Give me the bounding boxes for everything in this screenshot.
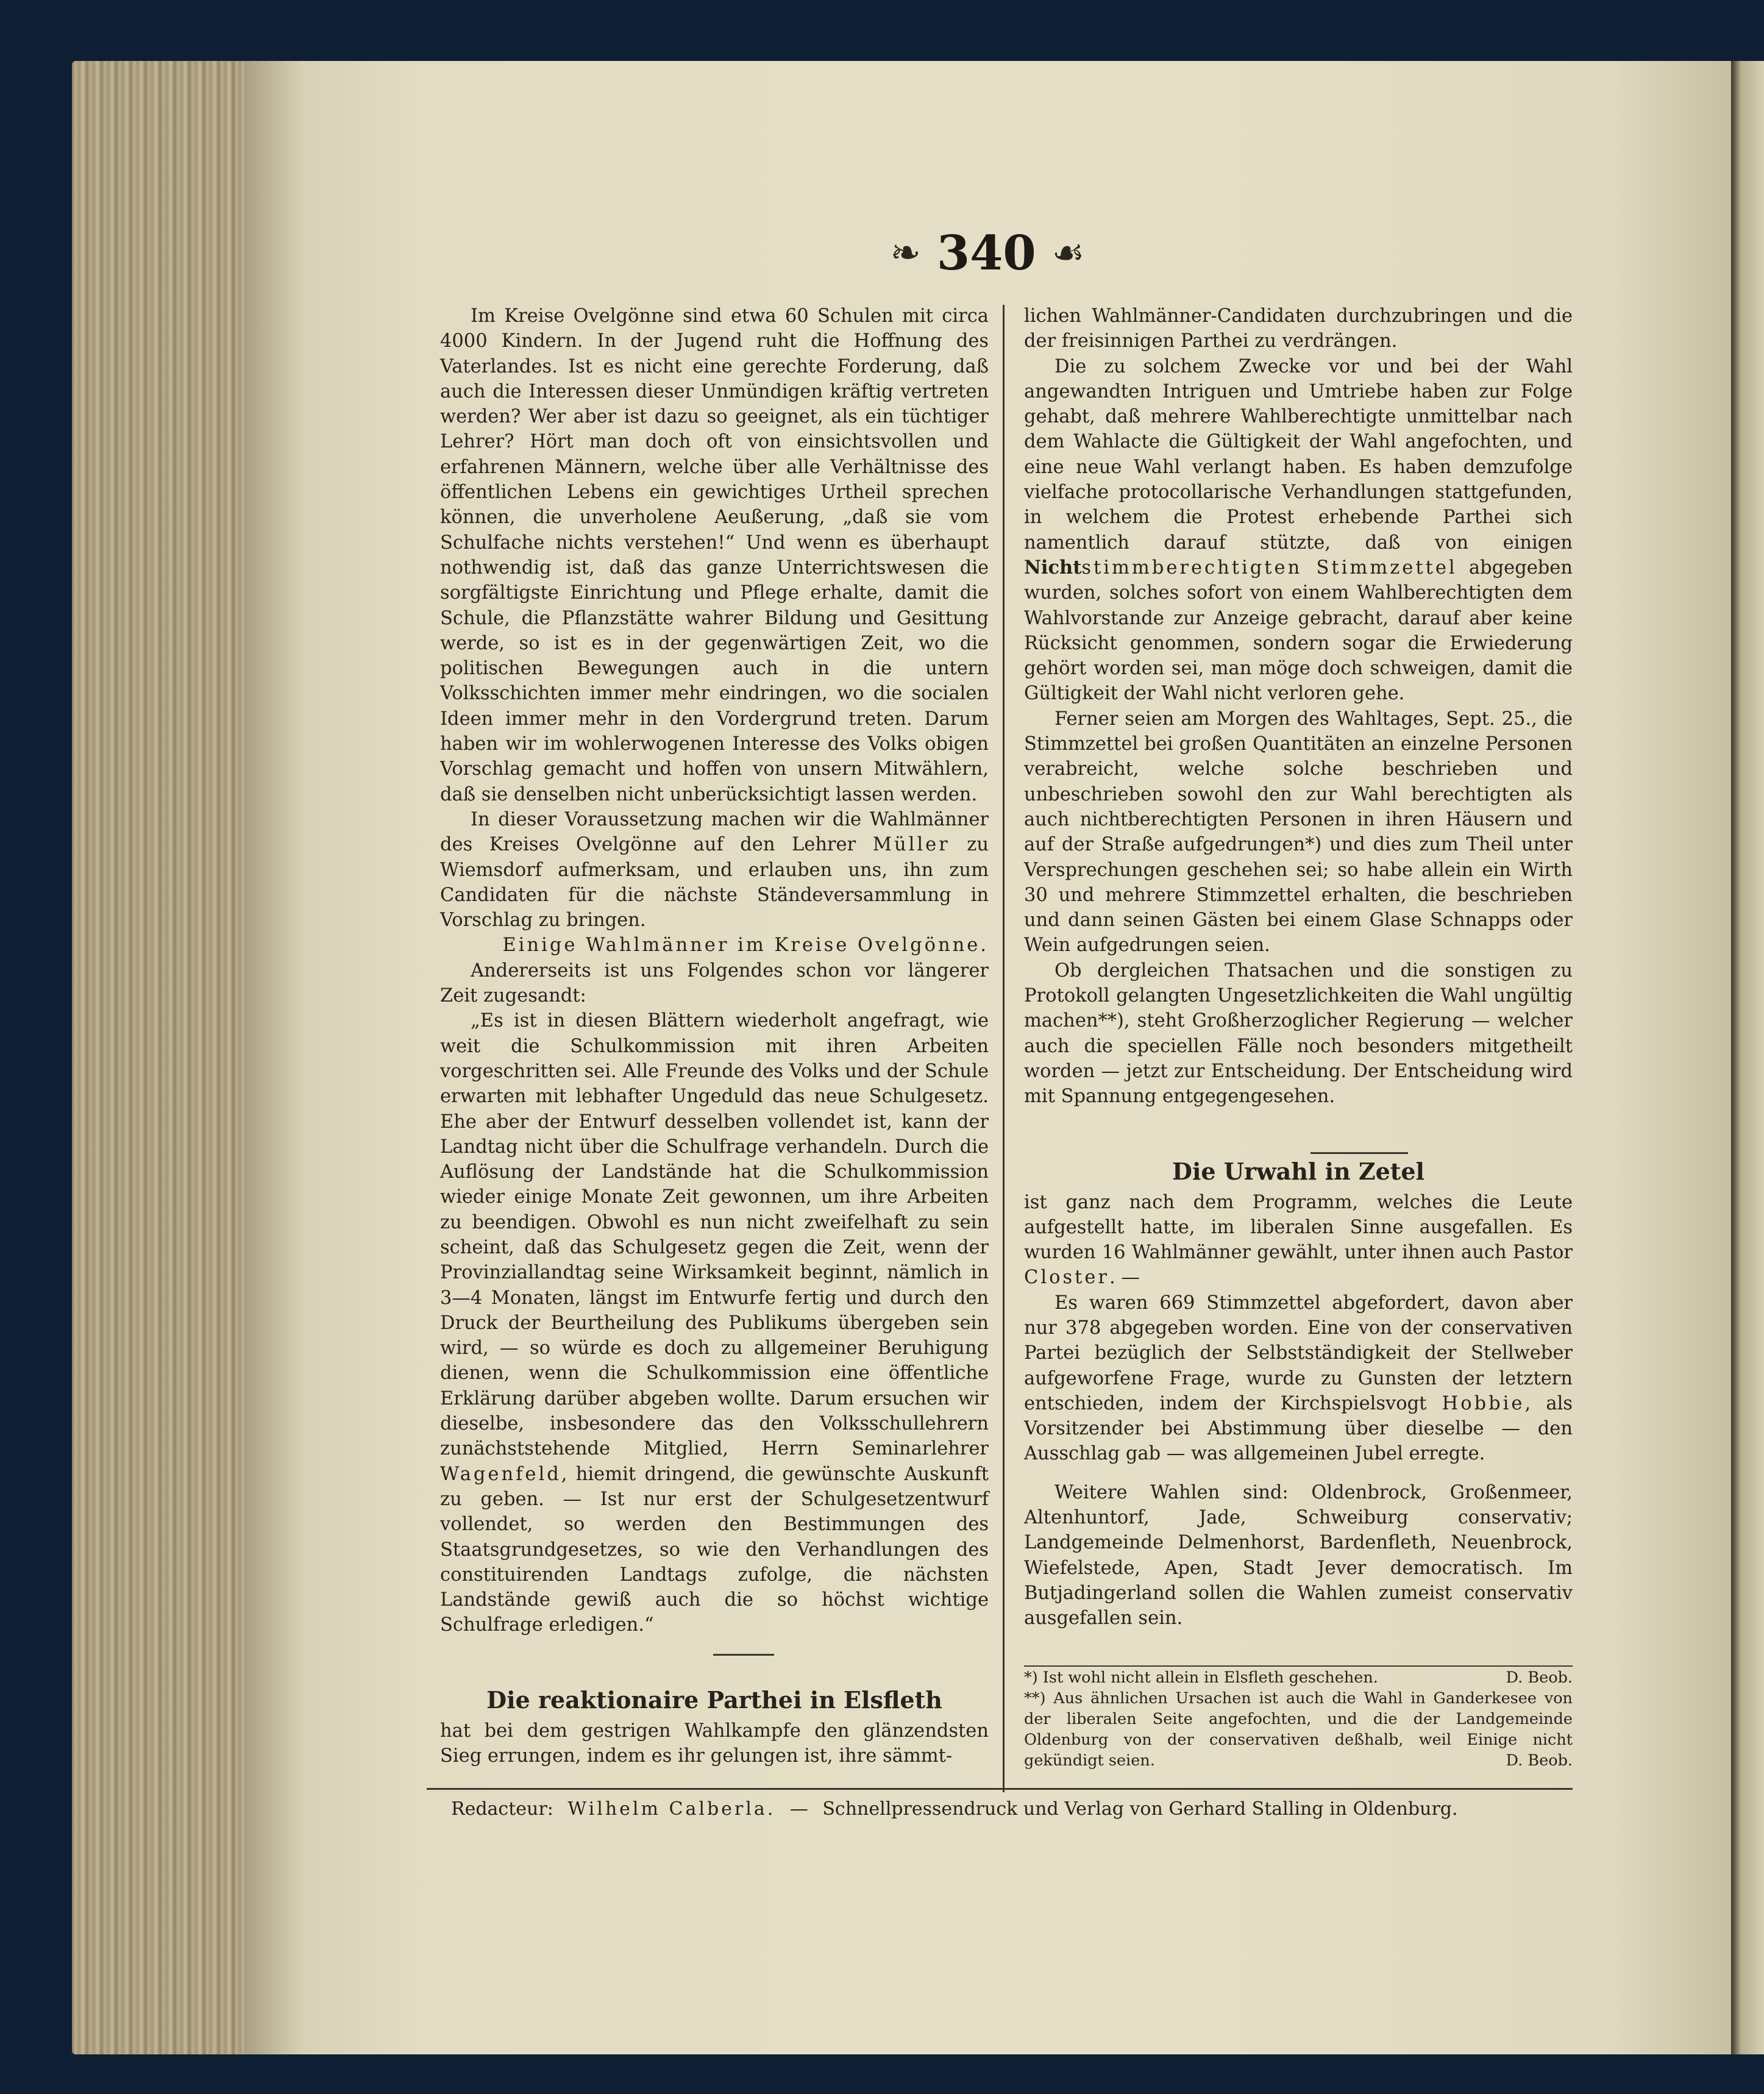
right-ornament-icon: ☙ bbox=[1051, 232, 1085, 274]
paragraph-decision: Ob dergleichen Thatsachen und die sonstigen zu Protokoll gelangten Ungesetzlichkeiten die Wahl ungültig machen**), steht Großherzoglicher Regierung — welcher auch die speciellen Fälle noch besonders mitgetheilt worden — jetzt zur Entscheidung. Der Entscheidung wird mit Spannung entgegengesehen. bbox=[1024, 960, 1573, 1108]
footnote-signature: D. Beob. bbox=[1506, 1668, 1573, 1687]
paragraph-text: „Es ist in diesen Blättern wiederholt angefragt, wie weit die Schulkommission mit ihren Arbeiten vorgeschritten sei. Alle Freunde des Volks und der Schule erwarten mit lebhafter Ungeduld das neue Schulgesetz. Ehe aber der Entwurf desselben vollendet ist, kann der Landtag nicht über die Schulfrage verhandeln. Durch die Auflösung der Landstände hat die Schulkommission wieder einige Monate Zeit gewonnen, um ihre Arbeiten zu beendigen. Obwohl es nun nicht zweifelhaft zu sein scheint, daß das Schulgesetz gegen die Zeit, wenn der Provinziallandtag seine Wirksamkeit beginnt, nämlich in 3—4 Monaten, längst im Entwurfe fertig und durch den Druck der Beurtheilung des Publikums übergeben sein wird, — so würde es doch zu allgemeiner Beruhigung dienen, wenn die Schulkommission eine öffentliche Erklärung darüber abgeben wollte. Darum ersuchen wir dieselbe, insbesondere das den Volksschullehrern zunächststehende Mitglied, Herrn Seminarlehrer bbox=[440, 1010, 989, 1460]
paragraph-ballots: Ferner seien am Morgen des Wahltages, Sept. 25., die Stimmzettel bei großen Quantitäten an einzelne Personen verabreicht, welche solche beschrieben und unbeschrieben sowohl den zur Wahl berechtigten als auch nichtberechtigten Personen in ihren Häusern und auf der Straße aufgedrungen*) und dies zum Theil unter Versprechungen geschehen sei; so habe allein ein Wirth 30 und mehrere Stimmzettel erhalten, die beschrieben und dann seinen Gästen bei einem Glase Schnapps oder Wein aufgedrungen seien. bbox=[1024, 708, 1573, 956]
person-name: Wagenfeld bbox=[440, 1463, 561, 1485]
column-rule bbox=[1003, 305, 1005, 1792]
footnotes bbox=[1024, 1667, 1573, 1771]
paragraph-text: Es waren 669 Stimmzettel abgefordert, davon aber nur 378 abgegeben worden. Eine von der conservativen Partei bezüglich der Selbstständigkeit der Stellweber aufgeworfene Frage, wurde zu Gunsten der letztern entschieden, indem der Kirchspielsvogt bbox=[1024, 1292, 1573, 1414]
book-page-edges bbox=[72, 61, 267, 2054]
separator-rule bbox=[713, 1654, 774, 1656]
paragraph-text: In dieser Voraussetzung machen wir die Wahlmänner des Kreises Ovelgönne auf den Lehrer bbox=[440, 808, 989, 856]
paragraph-vote-count bbox=[1024, 1291, 1573, 1467]
paragraph-text: zu Wiemsdorf aufmerksam, und erlauben uns, ihn zum Candidaten für die nächste Ständeversammlung in Vorschlag zu bringen. bbox=[440, 834, 989, 931]
facing-page-edge bbox=[1731, 61, 1764, 2054]
paragraph-schools: Im Kreise Ovelgönne sind etwa 60 Schulen mit circa 4000 Kindern. In der Jugend ruht die Hoffnung des Vaterlandes. Ist es nicht eine gerechte Forderung, daß auch die Interessen dieser Unmündigen kräftig vertreten werden? Wer aber ist dazu so geeignet, als ein tüchtiger Lehrer? Hört man doch oft von einsichtsvollen und erfahrenen Männern, welche über alle Verhältnisse des öffentlichen Lebens ein gewichtiges Urtheil sprechen können, die unverholene Aeußerung, „daß sie vom Schulfache nichts verstehen!“ Und wenn es überhaupt nothwendig ist, daß das ganze Unterrichtswesen die sorgfältigste Einrichtung und Pflege erhalte, damit die Schule, die Pflanzstätte wahrer Bildung und Gesittung werde, so ist es in der gegenwärtigen Zeit, wo die politischen Bewegungen auch in die untern Volksschichten immer mehr eindringen, wo die socialen Ideen immer mehr in den Vordergrund treten. Darum haben wir im wohlerwogenen Interesse des Volks obigen Vorschlag gemacht und hoffen von unsern Mitwählern, daß sie denselben nicht unberücksichtigt lassen werden. bbox=[440, 305, 989, 805]
spaced-text: stimmberechtigten Stimmzettel bbox=[1081, 557, 1457, 579]
paragraph-zetel bbox=[1024, 1190, 1573, 1291]
imprint-line bbox=[451, 1798, 1573, 1835]
paragraph-text: . — bbox=[1109, 1267, 1140, 1289]
page-number-header bbox=[859, 219, 1115, 287]
footnote-text: **) Aus ähnlichen Ursachen ist auch die Wahl in Ganderkesee von der liberalen Seite angefochten, und die der Landgemeinde Oldenburg von der conservativen deßhalb, weil Einige nicht gekündigt seien. bbox=[1024, 1689, 1573, 1770]
imprint-rule bbox=[427, 1788, 1573, 1790]
paragraph-quote bbox=[440, 1008, 989, 1637]
paragraph-elsfleth: hat bei dem gestrigen Wahlkampfe den glänzendsten Sieg errungen, indem es ihr gelungen ist, ihre sämmt- bbox=[440, 1720, 989, 1767]
signature-line: Einige Wahlmänner im Kreise Ovelgönne. bbox=[502, 935, 989, 956]
person-name: Hobbie bbox=[1442, 1392, 1525, 1414]
bold-word: Nicht bbox=[1024, 556, 1082, 579]
person-name: Closter bbox=[1024, 1267, 1109, 1289]
footnote-2 bbox=[1024, 1688, 1573, 1771]
left-column bbox=[440, 304, 989, 1768]
section-heading: Die reaktionaire Parthei in Elsfleth bbox=[486, 1686, 942, 1714]
section-heading-zetel: Die Urwahl in Zetel bbox=[1172, 1157, 1424, 1185]
footnote-text: *) Ist wohl nicht allein in Elsfleth geschehen. bbox=[1024, 1668, 1378, 1687]
paragraph-candidate bbox=[440, 807, 989, 933]
separator-rule bbox=[1311, 1152, 1408, 1154]
printer-text: Schnellpressendruck und Verlag von Gerhard Stalling in Oldenburg. bbox=[822, 1798, 1458, 1820]
paragraph-text: , als Vorsitzender bei Abstimmung über dieselbe — den Ausschlag gab — was allgemeinen Jubel erregte. bbox=[1024, 1392, 1573, 1465]
page-number: 340 bbox=[936, 225, 1036, 281]
paragraph-text: abgegeben wurden, solches sofort von einem Wahlberechtigten dem Wahlvorstande zur Anzeige gebracht, darauf aber keine Rücksicht genommen, sondern sogar die Erwiederung gehört worden sei, man möge doch schweigen, damit die Gültigkeit der Wahl nicht verloren gehe. bbox=[1024, 557, 1573, 705]
paragraph-text: ist ganz nach dem Programm, welches die Leute aufgestellt hatte, im liberalen Sinne ausgefallen. Es wurden 16 Wahlmänner gewählt, unter ihnen auch Pastor bbox=[1024, 1191, 1573, 1264]
paragraph-text: Die zu solchem Zwecke vor und bei der Wahl angewandten Intriguen und Umtriebe haben zur Folge gehabt, daß mehrere Wahlberechtigte unmittelbar nach dem Wahlacte die Gültigkeit der Wahl angefochten, und eine neue Wahl verlangt haben. Es haben demzufolge vielfache protocollarische Verhandlungen stattgefunden, in welchem die Protest erhebende Parthei sich namentlich darauf stützte, daß von einigen bbox=[1024, 355, 1573, 554]
footnote-signature: D. Beob. bbox=[1506, 1751, 1573, 1770]
candidate-name: Müller bbox=[872, 834, 950, 856]
paragraph-text: , hiemit dringend, die gewünschte Auskunft zu geben. — Ist nur erst der Schulgesetzentwurf vollendet, so werden den Bestimmungen des Staatsgrundgesetzes, so wie den Verhandlungen des constituirenden Landtags zufolge, die nächsten Landstände gewiß auch die so höchst wichtige Schulfrage erledigen.“ bbox=[440, 1463, 989, 1636]
paragraph-other-elections: Weitere Wahlen sind: Oldenbrock, Großenmeer, Altenhuntorf, Jade, Schweiburg conservativ; Landgemeinde Delmenhorst, Bardenfleth, Neuenbrock, Wiefelstede, Apen, Stadt Jever democratisch. Im Butjadingerland sollen die Wahlen zumeist conservativ ausgefallen sein. bbox=[1024, 1481, 1573, 1629]
imprint-label: Redacteur: bbox=[451, 1798, 553, 1820]
footnote-rule bbox=[1024, 1665, 1573, 1667]
paragraph-continuation: lichen Wahlmänner-Candidaten durchzubringen und die der freisinnigen Parthei zu verdrängen. bbox=[1024, 305, 1573, 352]
paragraph-intrigues bbox=[1024, 354, 1573, 707]
imprint-dash: — bbox=[789, 1798, 808, 1820]
footnote-1 bbox=[1024, 1667, 1573, 1688]
editor-name: Wilhelm Calberla. bbox=[567, 1798, 776, 1820]
left-ornament-icon: ❧ bbox=[890, 232, 921, 274]
right-column bbox=[1024, 304, 1573, 1631]
paragraph-intro: Andererseits ist uns Folgendes schon vor längerer Zeit zugesandt: bbox=[440, 960, 989, 1007]
